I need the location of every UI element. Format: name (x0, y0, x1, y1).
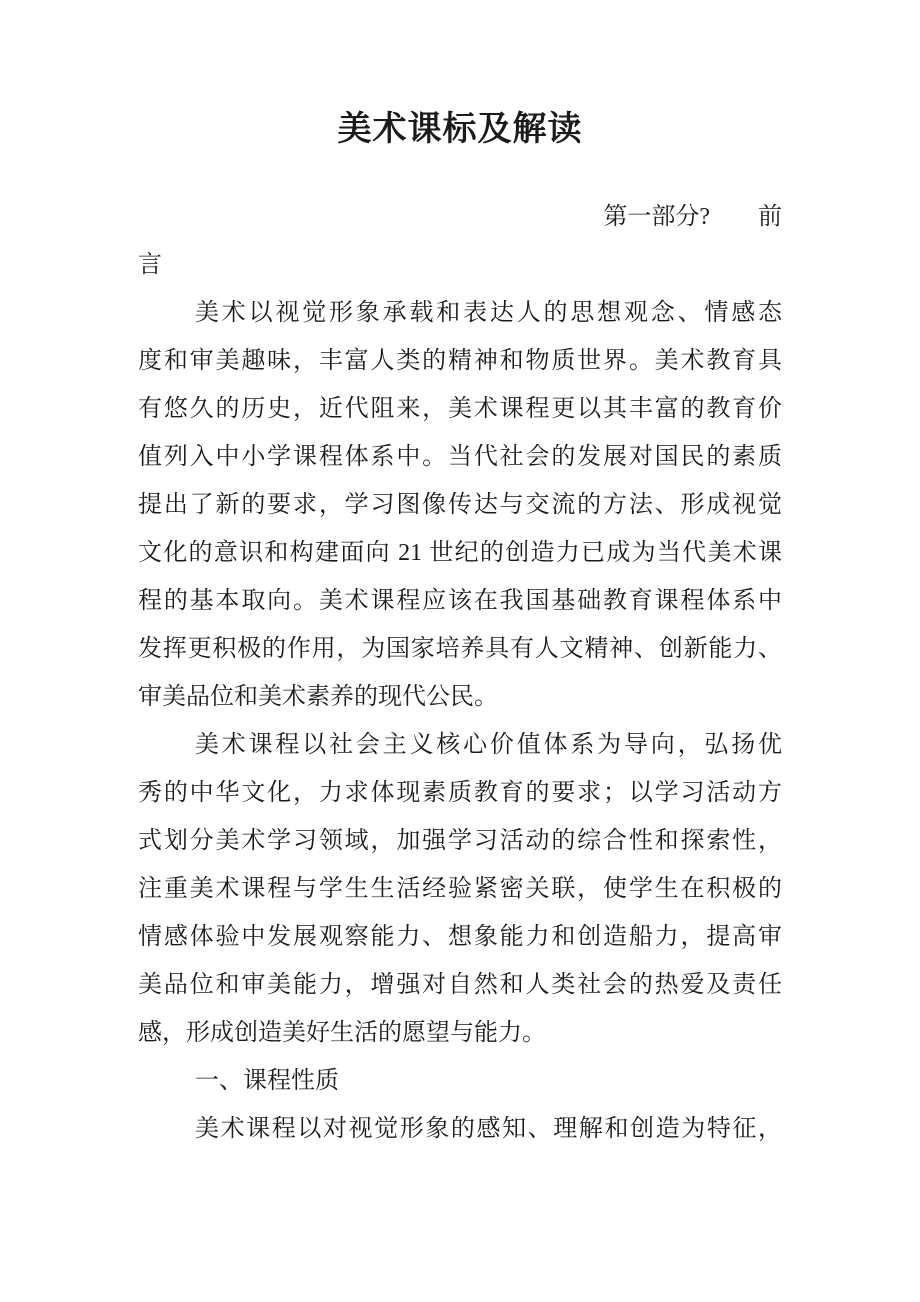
text-line: 值列入中小学课程体系中。当代社会的发展对国民的素质 (138, 444, 782, 470)
text-line: 美术以视觉形象承载和表达人的思想观念、情感态 (195, 300, 782, 326)
text-line: 言 (138, 252, 162, 278)
text-line: 美术课程以对视觉形象的感知、理解和创造为特征， (195, 1116, 782, 1142)
text-line: 度和审美趣味，丰富人类的精神和物质世界。美术教育具 (138, 348, 782, 374)
text-line: 有悠久的历史，近代阻来，美术课程更以其丰富的教育价 (138, 396, 782, 422)
text-line: 发挥更积极的作用，为国家培养具有人文精神、创新能力、 (138, 636, 782, 662)
text-line: 美品位和审美能力，增强对自然和人类社会的热爱及责任 (138, 972, 782, 998)
text-line: 第一部分? 前 (603, 204, 782, 230)
text-line: 情感体验中发展观察能力、想象能力和创造船力，提高审 (138, 924, 782, 950)
text-line: 审美品位和美术素养的现代公民。 (138, 684, 498, 710)
document-body (138, 193, 782, 1153)
document-title: 美术课标及解读 (337, 111, 583, 148)
text-line: 一、课程性质 (195, 1068, 339, 1094)
text-line: 提出了新的要求，学习图像传达与交流的方法、形成视觉 (138, 492, 782, 518)
text-line: 秀的中华文化，力求体现素质教育的要求；以学习活动方 (138, 780, 782, 806)
text-line: 程的基本取向。美术课程应该在我国基础教育课程体系中 (138, 588, 782, 614)
text-line: 感，形成创造美好生活的愿望与能力。 (138, 1020, 546, 1046)
text-line: 注重美术课程与学生生活经验紧密关联，使学生在积极的 (138, 876, 782, 902)
text-line: 式划分美术学习领域，加强学习活动的综合性和探索性， (138, 828, 782, 854)
text-line: 文化的意识和构建面向 21 世纪的创造力已成为当代美术课 (138, 540, 782, 566)
text-line: 美术课程以社会主义核心价值体系为导向，弘扬优 (195, 732, 782, 758)
